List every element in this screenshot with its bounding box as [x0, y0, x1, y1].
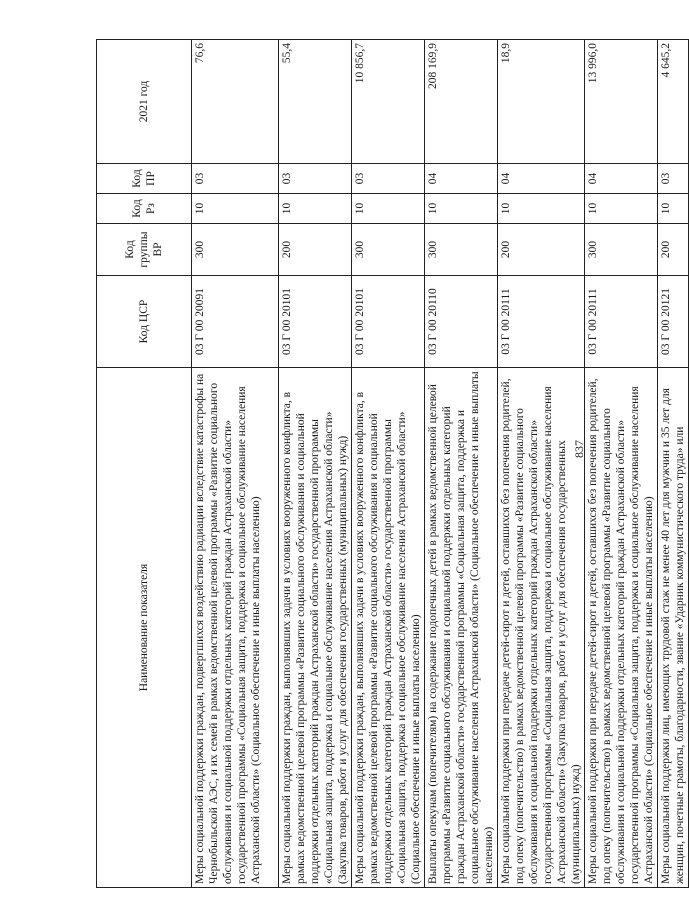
row-csr: 03 Г 00 20091	[192, 276, 279, 368]
table-row	[425, 40, 498, 888]
row-rz: 10	[279, 194, 352, 224]
row-2021: 55,4	[279, 40, 352, 164]
row-vr: 200	[658, 224, 689, 276]
table-row	[658, 40, 689, 888]
row-rz: 10	[585, 194, 658, 224]
row-name: Меры социальной поддержки граждан, выполнявших задачи в условиях вооруженного конфликта, в рамках ведомственной целевой программы «Развитие социального обслуживания и социальной поддержки отдельных категорий граждан Астраханской области» государственной программы «Социальная защита, поддержка и социальное обслуживание населения Астраханской области» (Закупка товаров, работ и услуг для обеспечения государственных (муниципальных) нужд)	[279, 368, 352, 888]
row-2021: 10 856,7	[352, 40, 425, 164]
row-2021: 4 645,2	[658, 40, 689, 164]
row-pr: 03	[279, 164, 352, 194]
table-row	[585, 40, 658, 888]
row-vr: 300	[585, 224, 658, 276]
table-row	[192, 40, 279, 888]
row-rz: 10	[425, 194, 498, 224]
row-rz: 10	[498, 194, 585, 224]
row-csr: 03 Г 00 20110	[425, 276, 498, 368]
row-2021: 18,9	[498, 40, 585, 164]
row-rz: 10	[658, 194, 689, 224]
row-pr: 03	[352, 164, 425, 194]
row-vr: 300	[352, 224, 425, 276]
row-rz: 10	[352, 194, 425, 224]
row-name: Меры социальной поддержки граждан, подвергшихся воздействию радиации вследствие катастрофы на Чернобыльской АЭС, и их семей в рамках ведомственной целевой программы «Развитие социального обслуживания и социальной поддержки отдельных категорий граждан Астраханской области» государственной программы «Социальная защита, поддержка и социальное обслуживание населения Астраханской области» (Социальное обеспечение и иные выплаты населению)	[192, 368, 279, 888]
row-name: Выплаты опекунам (попечителям) на содержание подопечных детей в рамках ведомственной целевой программы «Развитие социального обслуживания и социальной поддержки отдельных категорий граждан Астраханской области» государственной программы «Социальная защита, поддержка и социальное обслуживание населения Астраханской области» (Социальное обеспечение и иные выплаты населению)	[425, 368, 498, 888]
row-2021: 13 996,0	[585, 40, 658, 164]
header-pr: Код ПР	[97, 164, 192, 194]
row-vr: 300	[425, 224, 498, 276]
budget-table	[96, 39, 689, 888]
row-name: Меры социальной поддержки лиц, имеющих трудовой стаж не менее 40 лет для мужчин и 35 лет для женщин, почетные грамоты, благодарности, звание «Ударник коммунистического труда» или	[658, 368, 689, 888]
row-csr: 03 Г 00 20101	[352, 276, 425, 368]
table-row	[352, 40, 425, 888]
row-rz: 10	[192, 194, 279, 224]
row-csr: 03 Г 00 20111	[498, 276, 585, 368]
row-2021: 76,6	[192, 40, 279, 164]
header-csr: Код ЦСР	[97, 276, 192, 368]
row-vr: 200	[498, 224, 585, 276]
row-pr: 04	[498, 164, 585, 194]
row-pr: 04	[585, 164, 658, 194]
row-pr: 03	[658, 164, 689, 194]
row-csr: 03 Г 00 20101	[279, 276, 352, 368]
row-pr: 03	[192, 164, 279, 194]
rotated-table-container	[96, 40, 686, 888]
header-row	[97, 40, 192, 888]
header-name: Наименование показателя	[97, 368, 192, 888]
row-csr: 03 Г 00 20121	[658, 276, 689, 368]
table-row	[498, 40, 585, 888]
header-vr: Код группы ВР	[97, 224, 192, 276]
header-rz: Код Рз	[97, 194, 192, 224]
row-name: Меры социальной поддержки граждан, выполнявших задачи в условиях вооруженного конфликта, в рамках ведомственной целевой программы «Развитие социального обслуживания и социальной поддержки отдельных категорий граждан Астраханской области» государственной программы «Социальная защита, поддержка и социальное обслуживание населения Астраханской области» (Социальное обеспечение и иные выплаты населению)	[352, 368, 425, 888]
page-number: 837	[572, 440, 586, 458]
row-vr: 200	[279, 224, 352, 276]
table-row	[279, 40, 352, 888]
row-vr: 300	[192, 224, 279, 276]
row-name: Меры социальной поддержки при передаче детей-сирот и детей, оставшихся без попечения родителей, под опеку (попечительство) в рамках ведомственной целевой программы «Развитие социального обслуживания и социальной поддержки отдельных категорий граждан Астраханской области» государственной программы «Социальная защита, поддержка и социальное обслуживание населения Астраханской области» (Закупка товаров, работ и услуг для обеспечения государственных (муниципальных) нужд)	[498, 368, 585, 888]
row-2021: 208 169,9	[425, 40, 498, 164]
row-pr: 04	[425, 164, 498, 194]
row-name: Меры социальной поддержки при передаче детей-сирот и детей, оставшихся без попечения родителей, под опеку (попечительство) в рамках ведомственной целевой программы «Развитие социального обслуживания и социальной поддержки отдельных категорий граждан Астраханской области» государственной программы «Социальная защита, поддержка и социальное обслуживание населения Астраханской области» (Социальное обеспечение и иные выплаты населению)	[585, 368, 658, 888]
header-2021: 2021 год	[97, 40, 192, 164]
row-csr: 03 Г 00 20111	[585, 276, 658, 368]
